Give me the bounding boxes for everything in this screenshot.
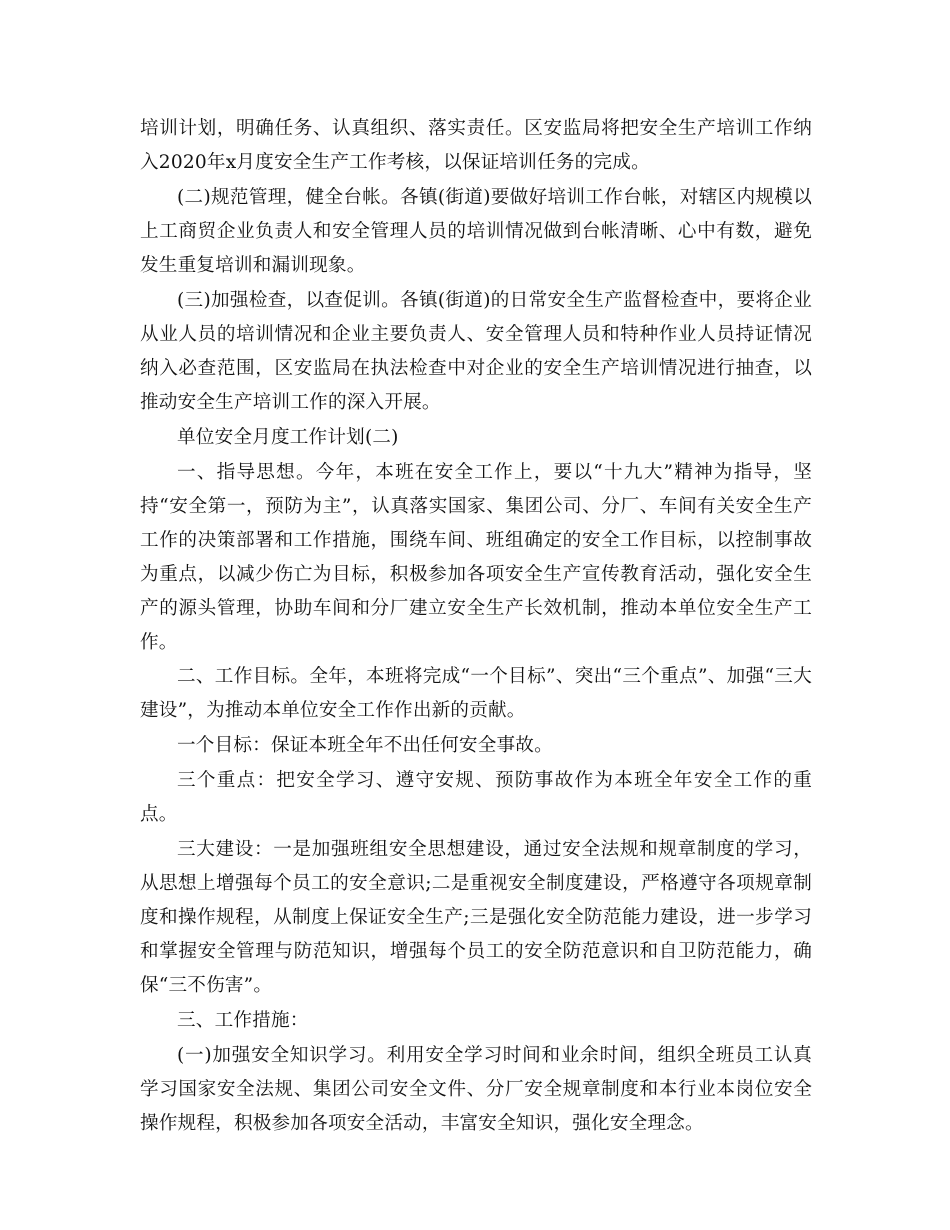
document-body (140, 112, 812, 1142)
paragraph-safety-knowledge-learning: (一)加强安全知识学习。利用安全学习时间和业余时间，组织全班员工认真学习国家安全法规、集团公司安全文件、分厂安全规章制度和本行业本岗位安全操作规程，积极参加各项安全活动，丰富安全知识，强化安全理念。 (140, 1044, 812, 1134)
paragraph-one-goal: 一个目标：保证本班全年不出任何安全事故。 (177, 735, 553, 757)
paragraph-strengthen-inspection: (三)加强检查，以查促训。各镇(街道)的日常安全生产监督检查中，要将企业从业人员的培训情况和企业主要负责人、安全管理人员和特种作业人员持证情况纳入必查范围，区安监局在执法检查中对企业的安全生产培训情况进行抽查，以推动安全生产培训工作的深入开展。 (140, 289, 812, 413)
section-title-monthly-safety-plan-2: 单位安全月度工作计划(二) (177, 426, 399, 448)
paragraph-standardize-management: (二)规范管理，健全台帐。各镇(街道)要做好培训工作台帐，对辖区内规模以上工商贸企业负责人和安全管理人员的培训情况做到台帐清晰、心中有数，避免发生重复培训和漏训现象。 (140, 186, 812, 276)
paragraph-work-goals: 二、工作目标。全年，本班将完成“一个目标”、突出“三个重点”、加强“三大建设”，为推动本单位安全工作作出新的贡献。 (140, 666, 812, 722)
paragraph-training-plan-continued: 培训计划，明确任务、认真组织、落实责任。区安监局将把安全生产培训工作纳入2020年x月度安全生产工作考核，以保证培训任务的完成。 (140, 118, 812, 173)
paragraph-three-key-points: 三个重点：把安全学习、遵守安规、预防事故作为本班全年安全工作的重点。 (140, 770, 812, 826)
paragraph-three-constructions: 三大建设：一是加强班组安全思想建设，通过安全法规和规章制度的学习，从思想上增强每个员工的安全意识;二是重视安全制度建设，严格遵守各项规章制度和操作规程，从制度上保证安全生产;三是强化安全防范能力建设，进一步学习和掌握安全管理与防范知识，增强每个员工的安全防范意识和自卫防范能力，确保“三不伤害”。 (140, 839, 812, 997)
paragraph-guiding-ideology: 一、指导思想。今年，本班在安全工作上，要以“十九大”精神为指导，坚持“安全第一，预防为主”，认真落实国家、集团公司、分厂、车间有关安全生产工作的决策部署和工作措施，围绕车间、班组确定的安全工作目标，以控制事故为重点，以减少伤亡为目标，积极参加各项安全生产宣传教育活动，强化安全生产的源头管理，协助车间和分厂建立安全生产长效机制，推动本单位安全生产工作。 (140, 461, 812, 653)
paragraph-work-measures-heading: 三、工作措施： (177, 1010, 309, 1032)
